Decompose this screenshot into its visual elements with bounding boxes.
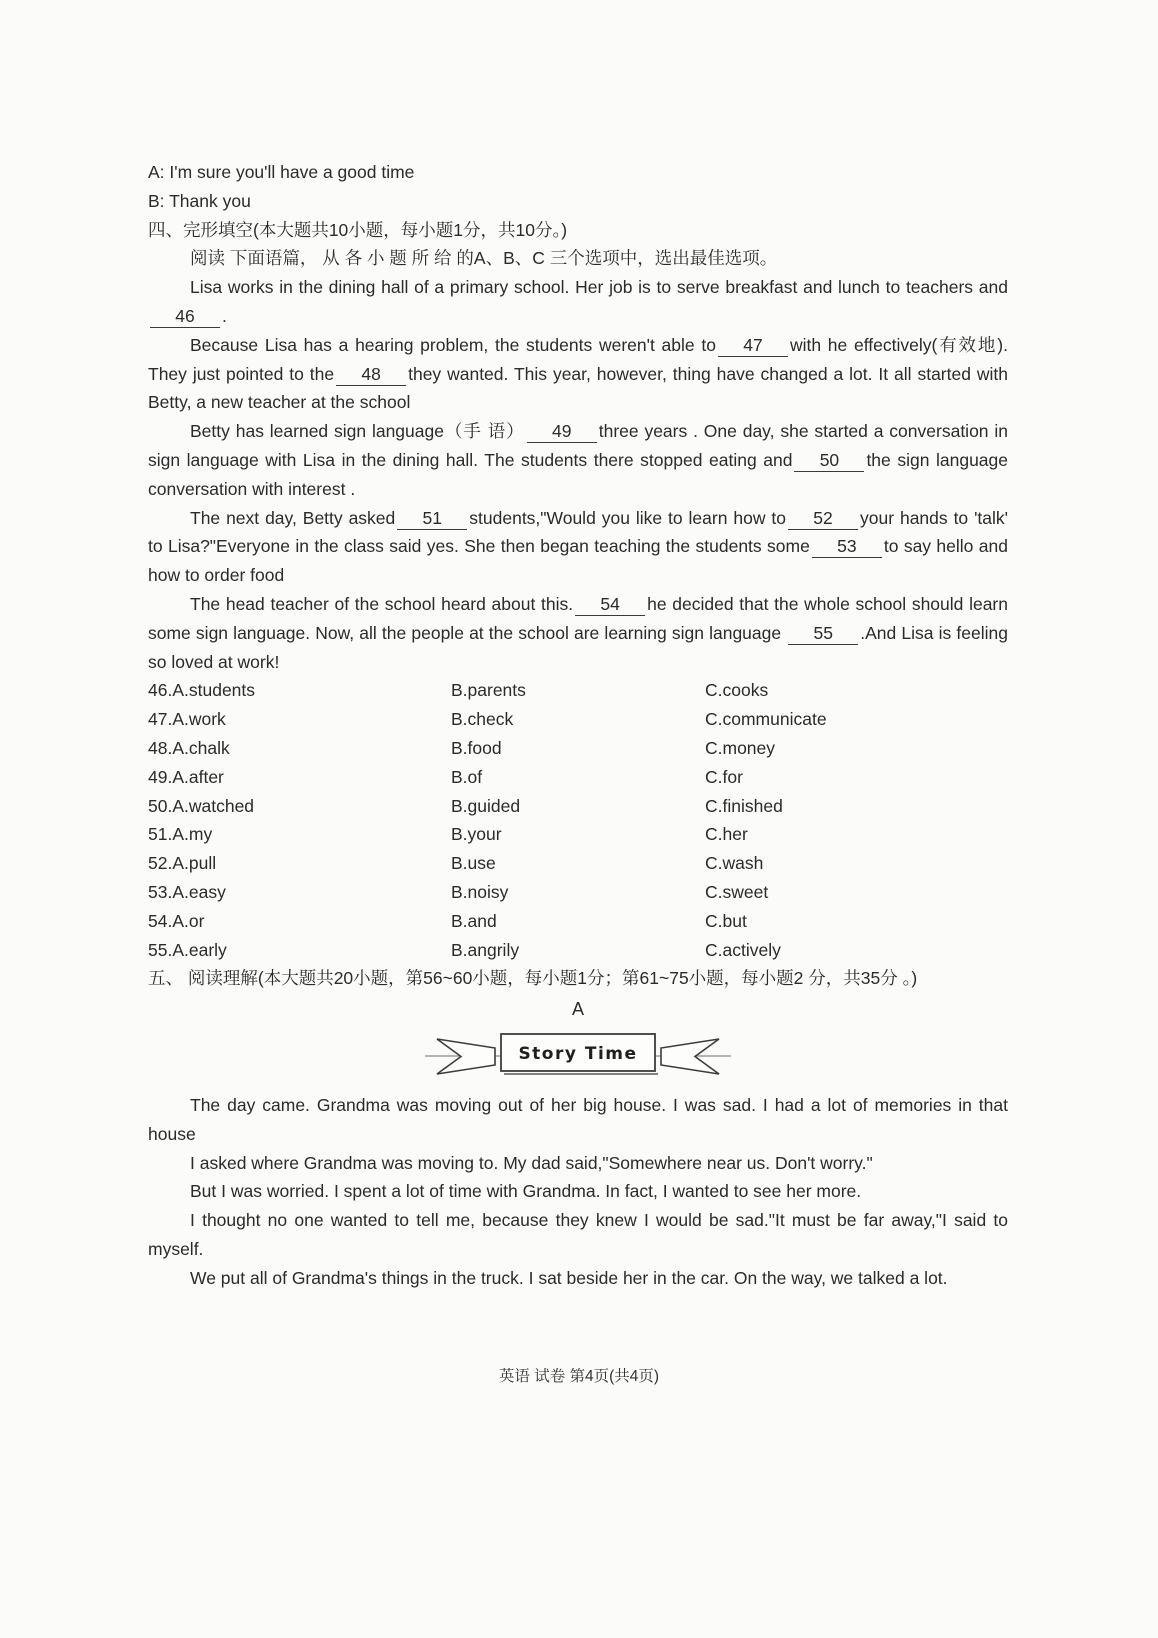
story-paragraph: But I was worried. I spent a lot of time with Grandma. In fact, I wanted to see her more. [190,1181,862,1202]
page-footer: 英语 试卷 第4页(共4页) [498,1368,660,1386]
option-cell: C.but [705,910,747,931]
option-cell: C.her [705,824,748,845]
option-cell: C.cooks [705,680,769,701]
option-cell: B.parents [451,680,526,701]
cloze-paragraph: The next day, Betty asked 51 students,"Would you like to learn how to 52 your hands to 'talk' to Lisa?"Everyone in the class said yes. She then began teaching the students some 53 to say hello and how to order food [148,507,1008,586]
section4-heading: 四、完形填空(本大题共10小题，每小题1分，共10分。) [148,219,568,240]
option-cell: 52.A.pull [148,853,217,874]
cloze-blank: 55 [788,623,858,645]
option-row [148,907,1008,936]
cloze-blank: 46 [150,306,220,328]
options-table [148,676,1008,964]
option-row [148,763,1008,792]
section5-heading: 五、 阅读理解(本大题共20小题，第56~60小题，每小题1分；第61~75小题，每小题2 分，共35分 。) [148,968,918,989]
option-cell: C.finished [705,795,783,816]
banner-title: Story Time [518,1043,638,1064]
story-paragraph: The day came. Grandma was moving out of her big house. I was sad. I had a lot of memories in that house [148,1094,1008,1144]
option-cell: B.food [451,737,502,758]
option-row [148,792,1008,821]
story-passage [148,1091,1008,1293]
cloze-blank: 50 [794,450,864,472]
option-cell: 55.A.early [148,939,227,960]
cloze-paragraph: Lisa works in the dining hall of a primary school. Her job is to serve breakfast and lunch to teachers and46 . [148,273,1008,331]
option-row [148,878,1008,907]
option-cell: 53.A.easy [148,881,226,902]
option-cell: 46.A.students [148,680,256,701]
option-cell: 47.A.work [148,709,226,730]
part-a-label: A [571,999,584,1020]
story-paragraph: I thought no one wanted to tell me, because they knew I would be sad."It must be far away,"I said to myself. [148,1210,1008,1259]
dialog-line-b: B: Thank you [148,190,251,211]
option-row [148,705,1008,734]
option-cell: C.money [705,737,776,758]
option-cell: B.use [451,853,496,874]
cloze-blank: 48 [336,364,406,386]
cloze-paragraph: Because Lisa has a hearing problem, the students weren't able to 47 with he effectively(有效地). They just pointed to the 48 they wanted. This year, however, thing have changed a lot. It all started with Betty, a new teacher at the school [148,334,1008,413]
option-cell: B.of [451,766,483,787]
cloze-passage [148,273,1008,676]
option-cell: C.wash [705,853,764,874]
option-cell: C.communicate [705,709,827,730]
story-time-banner-graphic [423,1027,733,1085]
option-cell: 50.A.watched [148,795,255,816]
story-time-banner [148,1027,1008,1085]
cloze-blank: 53 [812,536,882,558]
cloze-blank: 54 [575,594,645,616]
option-cell: B.check [451,709,514,730]
option-cell: B.angrily [451,939,520,960]
option-cell: C.actively [705,939,781,960]
cloze-instruction: 阅读 下面语篇， 从 各 小 题 所 给 的A、B、C 三个选项中，选出最佳选项。 [190,248,778,269]
option-row [148,734,1008,763]
cloze-paragraph: Betty has learned sign language（手 语） 49 three years . One day, she started a conversation in sign language with Lisa in the dining hall. The students there stopped eating and 50 the sign language conversation with interest . [148,421,1009,499]
cloze-blank: 52 [788,508,858,530]
story-paragraph: We put all of Grandma's things in the truck. I sat beside her in the car. On the way, we talked a lot. [190,1267,948,1288]
option-cell: B.and [451,910,497,931]
cloze-blank: 51 [397,508,467,530]
option-cell: B.your [451,824,502,845]
option-cell: C.sweet [705,881,769,902]
option-row [148,849,1008,878]
option-cell: B.guided [451,795,521,816]
option-cell: C.for [705,766,743,787]
story-paragraph: I asked where Grandma was moving to. My dad said,"Somewhere near us. Don't worry." [190,1152,873,1173]
cloze-blank: 47 [718,335,788,357]
option-cell: B.noisy [451,881,509,902]
option-cell: 48.A.chalk [148,737,230,758]
option-row [148,676,1008,705]
option-cell: 51.A.my [148,824,213,845]
option-cell: 49.A.after [148,766,224,787]
option-row [148,936,1008,965]
dialog-line-a: A: I'm sure you'll have a good time [148,162,415,182]
cloze-paragraph: The head teacher of the school heard about this. 54 he decided that the whole school should learn some sign language. Now, all the people at the school are learning sign language 55 .And Lisa is feeling so loved at work! [148,593,1008,672]
cloze-blank: 49 [527,421,597,443]
option-row [148,820,1008,849]
option-cell: 54.A.or [148,910,205,931]
